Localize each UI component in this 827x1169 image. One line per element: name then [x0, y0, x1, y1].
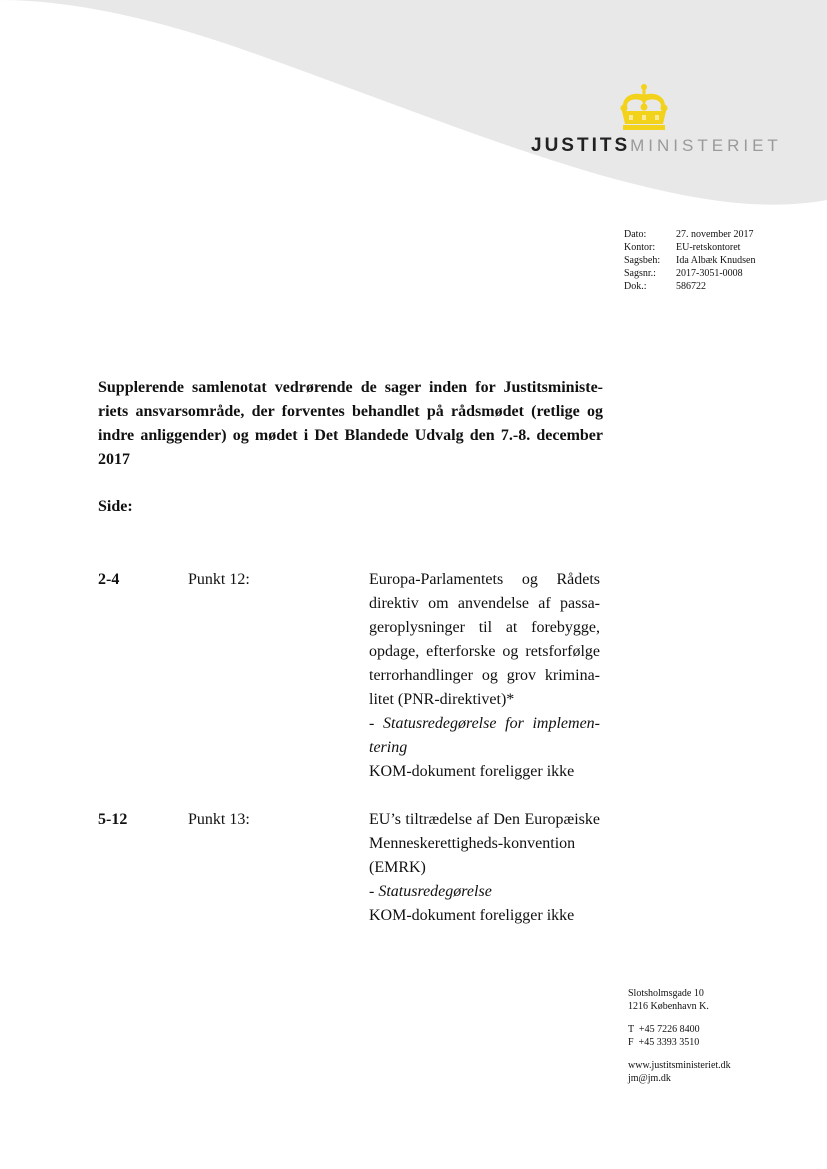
agenda-item-status: - Statusredegørelse — [369, 883, 492, 900]
agenda-item-description: EU’s tiltrædelse af Den Europæiske Menneskerettigheds-konvention (EMRK) — [369, 811, 600, 876]
footer-email-link[interactable]: jm@jm.dk — [628, 1073, 671, 1084]
document-title: Supplerende samlenotat vedrørende de sager inden for Justitsministe-riets ansvarsområde, der forventes behandlet på rådsmødet (retlige og indre anliggender) og mødet i Det Blandede Udvalg den 7.-8. december 2017 — [98, 379, 603, 468]
agenda-item-status: - Statusredegørelse for implemen-tering — [369, 715, 600, 756]
meta-value: 2017-3051-0008 — [676, 268, 743, 279]
footer-website-link[interactable]: www.justitsministeriet.dk — [628, 1060, 731, 1071]
agenda-item-pages: 5-12 — [98, 811, 128, 828]
agenda-item-description: Europa-Parlamentets og Rådets direktiv om anvendelse af passa-geroplysninger til at forebygge, opdage, efterforske og retsforfølge terrorhandlinger og grov krimina-litet (PNR-direktivet)* — [369, 571, 600, 708]
agenda-item-kom: KOM-dokument foreligger ikke — [369, 907, 575, 924]
footer-address-city: 1216 København K. — [628, 1001, 709, 1012]
agenda-item-punkt: Punkt 13: — [188, 811, 250, 828]
meta-row-office — [624, 241, 755, 254]
footer-phone: T +45 7226 8400 — [628, 1024, 700, 1035]
agenda-item-body — [369, 568, 600, 784]
header-wave-background — [0, 0, 827, 215]
meta-row-case-number — [624, 267, 755, 280]
logo-name-light: MINISTERIET — [630, 136, 782, 155]
meta-label: Sagsbeh: — [624, 255, 661, 266]
ministry-logo-wordmark — [531, 135, 782, 157]
document-metadata — [624, 228, 755, 293]
meta-row-caseworker — [624, 254, 755, 267]
meta-label: Kontor: — [624, 242, 656, 253]
logo-name-bold: JUSTITS — [531, 135, 631, 156]
agenda-item-kom: KOM-dokument foreligger ikke — [369, 763, 575, 780]
meta-label: Dato: — [624, 229, 647, 240]
meta-value: 586722 — [676, 281, 706, 292]
meta-label: Dok.: — [624, 281, 647, 292]
crown-logo-icon — [617, 84, 671, 130]
meta-row-date — [624, 228, 755, 241]
meta-value: 27. november 2017 — [676, 229, 754, 240]
meta-value: Ida Albæk Knudsen — [676, 255, 756, 266]
meta-row-document — [624, 280, 755, 293]
contact-footer — [628, 987, 731, 1085]
agenda-item-body — [369, 808, 600, 928]
footer-fax: F +45 3393 3510 — [628, 1037, 700, 1048]
footer-address-street: Slotsholmsgade 10 — [628, 988, 704, 999]
meta-value: EU-retskontoret — [676, 242, 741, 253]
agenda-item-pages: 2-4 — [98, 571, 120, 588]
side-label: Side: — [98, 498, 133, 515]
agenda-item-punkt: Punkt 12: — [188, 571, 250, 588]
meta-label: Sagsnr.: — [624, 268, 656, 279]
